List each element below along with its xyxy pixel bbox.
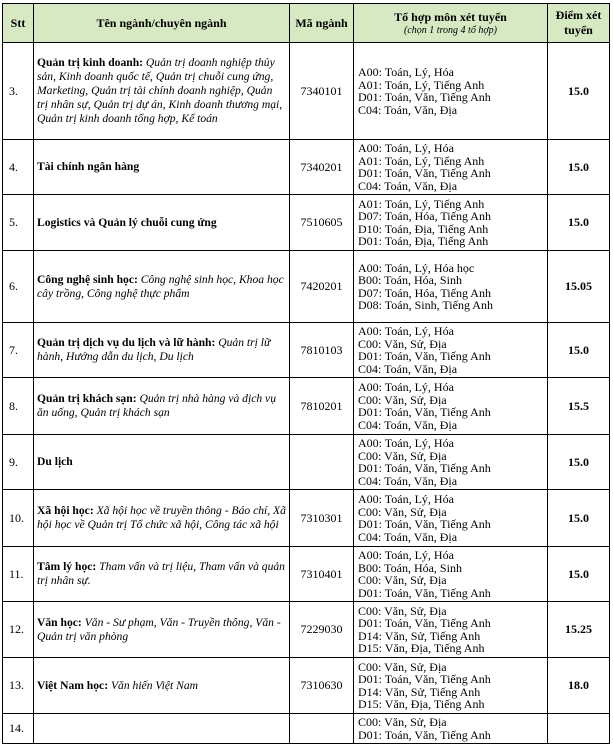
header-combos-label: Tổ hợp môn xét tuyển — [394, 10, 507, 24]
row-code: 7229030 — [290, 602, 354, 658]
combo-item: C00: Văn, Sử, Địa — [358, 659, 447, 674]
combo-item: D01: Toán, Văn, Tiếng Anh — [358, 349, 491, 363]
combo-item: C04: Toán, Văn, Địa — [358, 529, 458, 544]
combo-item: A01: Toán, Lý, Tiếng Anh — [358, 77, 485, 92]
major-title: Logistics và Quản lý chuỗi cung ứng — [37, 215, 217, 229]
combo-item: D01: Toán, Văn, Tiếng Anh — [358, 672, 491, 686]
combo-item: A00: Toán, Lý, Hóa học — [358, 260, 475, 275]
row-combos — [354, 378, 548, 435]
combo-item: C00: Văn, Sử, Địa — [358, 504, 447, 519]
row-major — [34, 714, 290, 744]
row-combos — [354, 602, 548, 658]
row-score: 15.0 — [548, 195, 610, 251]
row-stt: 11. — [3, 547, 34, 602]
header-major: Tên ngành/chuyên ngành — [34, 4, 290, 43]
combo-item: D07: Toán, Hóa, Tiếng Anh — [358, 285, 491, 300]
row-code: 7810103 — [290, 323, 354, 378]
combo-item: D10: Toán, Địa, Tiếng Anh — [358, 221, 489, 236]
combo-item: A00: Toán, Lý, Hóa — [358, 380, 454, 394]
combo-item: C04: Toán, Văn, Địa — [358, 361, 458, 376]
table-row — [3, 435, 610, 490]
combo-item: D01: Toán, Văn, Tiếng Anh — [358, 517, 491, 531]
row-stt: 7. — [3, 323, 34, 378]
major-title: Xã hội học — [37, 504, 90, 517]
major-title: Tài chính ngân hàng — [37, 160, 140, 173]
combo-item: D01: Toán, Văn, Tiếng Anh — [358, 727, 491, 742]
combo-item: D14: Văn, Sử, Tiếng Anh — [358, 684, 481, 699]
combo-item: D08: Toán, Sinh, Tiếng Anh — [358, 298, 493, 312]
row-major: Việt Nam học: Văn hiến Việt Nam — [34, 658, 290, 714]
combo-item: D01: Toán, Văn, Tiếng Anh — [358, 405, 491, 419]
row-stt: 3. — [3, 43, 34, 140]
combo-item: C00: Văn, Sử, Địa — [358, 573, 447, 587]
combo-item: D01: Toán, Văn, Tiếng Anh — [358, 616, 491, 630]
combo-item: D01: Toán, Văn, Tiếng Anh — [358, 585, 491, 600]
combo-item: C04: Toán, Văn, Địa — [358, 473, 458, 488]
combo-item: C00: Văn, Sử, Địa — [358, 392, 447, 407]
row-code: 7420201 — [290, 251, 354, 323]
row-major: Tâm lý học: Tham vấn và trị liệu, Tham vấn và quản trị nhân sự. — [34, 547, 290, 602]
row-stt: 14. — [3, 714, 34, 744]
row-score: 15.25 — [548, 602, 610, 658]
row-combos — [354, 714, 548, 744]
row-code — [290, 714, 354, 744]
combo-item: A00: Toán, Lý, Hóa — [358, 492, 454, 506]
major-title: Quản trị dịch vụ du lịch và lữ hành — [37, 336, 212, 349]
header-combos — [354, 4, 548, 43]
row-score: 15.05 — [548, 251, 610, 323]
combo-item: C00: Văn, Sử, Địa — [358, 715, 447, 729]
major-title: Việt Nam học — [37, 678, 105, 692]
header-row — [3, 4, 610, 43]
row-score: 15.0 — [548, 547, 610, 602]
row-combos — [354, 435, 548, 490]
table-row — [3, 547, 610, 602]
row-code — [290, 435, 354, 490]
table-row — [3, 43, 610, 140]
header-code: Mã ngành — [290, 4, 354, 43]
row-score: 15.0 — [548, 140, 610, 195]
row-code: 7310630 — [290, 658, 354, 714]
major-detail: Quản trị nhà hàng và dịch vụ ăn uống, Quản trị khách sạn — [37, 392, 276, 419]
row-stt: 9. — [3, 435, 34, 490]
row-major: Công nghệ sinh học: Công nghệ sinh học, Khoa học cây trồng, Công nghệ thực phẩm — [34, 251, 290, 323]
row-major — [34, 140, 290, 195]
combo-item: A01: Toán, Lý, Tiếng Anh — [358, 153, 485, 168]
major-detail: Tham vấn và trị liệu, Tham vấn và quản trị nhân sự. — [37, 560, 285, 587]
row-major: Quản trị dịch vụ du lịch và lữ hành: Quản trị lữ hành, Hướng dẫn du lịch, Du lịch — [34, 323, 290, 378]
table-row — [3, 140, 610, 195]
row-combos — [354, 490, 548, 547]
row-stt: 5. — [3, 195, 34, 251]
row-stt: 12. — [3, 602, 34, 658]
major-detail: Quản trị lữ hành, Hướng dẫn du lịch, Du lịch — [37, 336, 271, 363]
row-code: 7310401 — [290, 547, 354, 602]
combo-item: C04: Toán, Văn, Địa — [358, 102, 458, 117]
combo-item: A01: Toán, Lý, Tiếng Anh — [358, 196, 485, 211]
combo-item: C00: Văn, Sử, Địa — [358, 336, 447, 351]
combo-item: A00: Toán, Lý, Hóa — [358, 548, 454, 562]
row-code: 7340201 — [290, 140, 354, 195]
row-score — [548, 714, 610, 744]
row-score: 15.0 — [548, 435, 610, 490]
row-combos — [354, 251, 548, 323]
table-row — [3, 251, 610, 323]
table-row — [3, 195, 610, 251]
major-title: Du lịch — [37, 455, 73, 468]
combo-item: D15: Văn, Địa, Tiếng Anh — [358, 697, 485, 711]
row-combos — [354, 547, 548, 602]
header-score: Điểm xét tuyển — [548, 4, 610, 43]
row-major — [34, 195, 290, 251]
major-title: Văn học — [37, 615, 78, 629]
row-code: 7810201 — [290, 378, 354, 435]
row-combos — [354, 140, 548, 195]
header-stt: Stt — [3, 4, 34, 43]
row-major: Văn học: Văn - Sư phạm, Văn - Truyền thông, Văn - Quản trị văn phòng — [34, 602, 290, 658]
combo-item: A00: Toán, Lý, Hóa — [358, 436, 454, 450]
major-detail: Văn hiến Việt Nam — [110, 678, 198, 692]
combo-item: A00: Toán, Lý, Hóa — [358, 324, 454, 338]
row-combos — [354, 323, 548, 378]
row-major: Quản trị kinh doanh: Quản trị doanh nghiệp thủy sản, Kinh doanh quốc tế, Quản trị chuỗi cung ứng, Marketing, Quản trị tài chính doanh nghiệp, Quản trị nhân sự, Quản trị dự án, Kinh doanh thương mại, Quản trị kinh doanh tổng hợp, Kế toán — [34, 43, 290, 140]
major-detail: Xã hội học về truyền thông - Báo chí, Xã hội học về Quản trị Tổ chức xã hội, Công tác xã hội — [37, 504, 286, 531]
row-code: 7310301 — [290, 490, 354, 547]
major-title: Quản trị kinh doanh — [37, 56, 140, 69]
combo-item: D01: Toán, Địa, Tiếng Anh — [358, 234, 489, 248]
table-row — [3, 378, 610, 435]
row-combos — [354, 658, 548, 714]
major-detail: Văn - Sư phạm, Văn - Truyền thông, Văn - Quản trị văn phòng — [37, 615, 281, 643]
header-combos-note: (chọn 1 trong 4 tổ hợp) — [403, 25, 497, 36]
row-code: 7510605 — [290, 195, 354, 251]
major-detail: Công nghệ sinh học, Khoa học cây trồng, Công nghệ thực phẩm — [37, 272, 284, 300]
admission-table — [2, 3, 610, 744]
row-stt: 13. — [3, 658, 34, 714]
row-score: 15.0 — [548, 323, 610, 378]
combo-item: D07: Toán, Hóa, Tiếng Anh — [358, 209, 491, 223]
major-title: Quản trị khách sạn — [37, 392, 133, 405]
combo-item: B00: Toán, Hóa, Sinh — [358, 560, 462, 575]
row-major: Quản trị khách sạn: Quản trị nhà hàng và dịch vụ ăn uống, Quản trị khách sạn — [34, 378, 290, 435]
row-score: 15.0 — [548, 490, 610, 547]
major-title: Công nghệ sinh học — [37, 272, 134, 286]
row-stt: 6. — [3, 251, 34, 323]
table-row — [3, 658, 610, 714]
combo-item: A00: Toán, Lý, Hóa — [358, 141, 454, 155]
row-major: Xã hội học: Xã hội học về truyền thông - Báo chí, Xã hội học về Quản trị Tổ chức xã hội, Công tác xã hội — [34, 490, 290, 547]
row-major — [34, 435, 290, 490]
row-combos — [354, 195, 548, 251]
combo-item: C04: Toán, Văn, Địa — [358, 417, 458, 432]
combo-item: D01: Toán, Văn, Tiếng Anh — [358, 461, 491, 475]
row-combos — [354, 43, 548, 140]
table-row — [3, 714, 610, 744]
major-detail: Quản trị doanh nghiệp thủy sản, Kinh doanh quốc tế, Quản trị chuỗi cung ứng, Marketing, Quản trị tài chính doanh nghiệp, Quản trị nhân sự, Quản trị dự án, Kinh doanh thương mại, Quản trị kinh doanh tổng hợp, Kế toán — [37, 56, 283, 125]
table-row — [3, 323, 610, 378]
combo-item: D01: Toán, Văn, Tiếng Anh — [358, 166, 491, 180]
row-stt: 4. — [3, 140, 34, 195]
table-row — [3, 602, 610, 658]
row-stt: 8. — [3, 378, 34, 435]
combo-item: D14: Văn, Sử, Tiếng Anh — [358, 628, 481, 643]
combo-item: D01: Toán, Văn, Tiếng Anh — [358, 90, 491, 104]
combo-item: B00: Toán, Hóa, Sinh — [358, 273, 462, 287]
combo-item: D15: Văn, Địa, Tiếng Anh — [358, 641, 485, 655]
row-score: 15.5 — [548, 378, 610, 435]
combo-item: A00: Toán, Lý, Hóa — [358, 65, 454, 79]
table-row — [3, 490, 610, 547]
combo-item: C00: Văn, Sử, Địa — [358, 603, 447, 618]
major-title: Tâm lý học — [37, 560, 93, 573]
row-score: 15.0 — [548, 43, 610, 140]
combo-item: C04: Toán, Văn, Địa — [358, 178, 458, 193]
row-stt: 10. — [3, 490, 34, 547]
combo-item: C00: Văn, Sử, Địa — [358, 448, 447, 463]
row-score: 18.0 — [548, 658, 610, 714]
row-code: 7340101 — [290, 43, 354, 140]
